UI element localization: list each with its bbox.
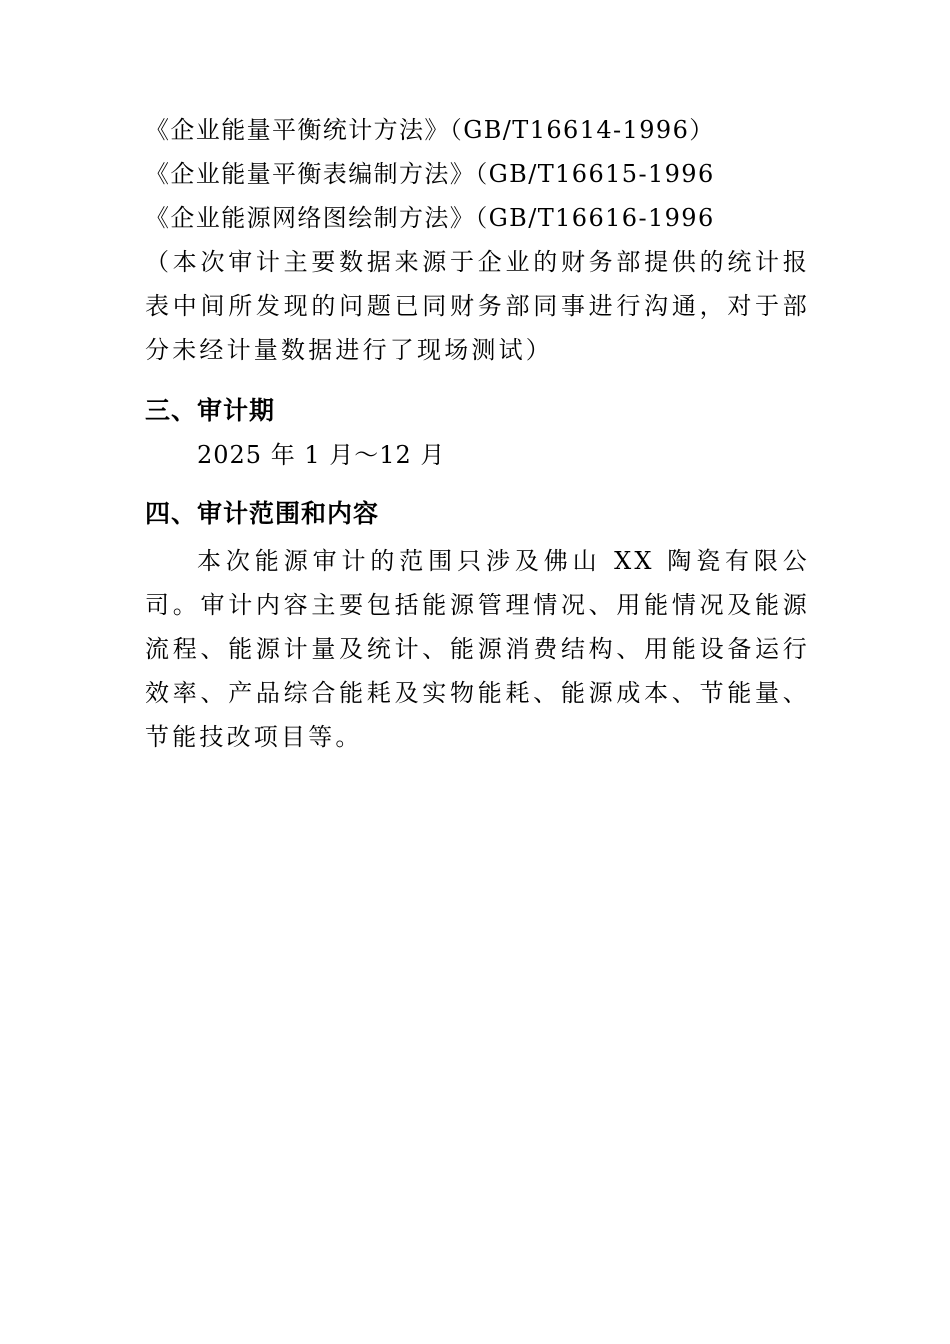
section-heading-audit-scope: 四、审计范围和内容 <box>145 499 380 528</box>
standard-item: 《企业能量平衡统计方法》（GB/T16614-1996） <box>145 116 715 144</box>
standard-item: 《企业能源网络图绘制方法》（GB/T16616-1996 <box>145 204 715 232</box>
section-heading-audit-period: 三、审计期 <box>145 396 276 425</box>
standard-item: 《企业能量平衡表编制方法》（GB/T16615-1996 <box>145 160 715 188</box>
audit-period-value: 2025 年 1 月～12 月 <box>197 441 446 469</box>
data-source-note: （本次审计主要数据来源于企业的财务部提供的统计报表中间所发现的问题已同财务部同事进行沟通，对于部分未经计量数据进行了现场测试） <box>145 248 810 364</box>
document-content <box>145 108 810 759</box>
audit-scope-paragraph: 本次能源审计的范围只涉及佛山 XX 陶瓷有限公司。审计内容主要包括能源管理情况、用能情况及能源流程、能源计量及统计、能源消费结构、用能设备运行效率、产品综合能耗及实物能耗、能源成本、节能量、节能技改项目等。 <box>145 547 810 751</box>
